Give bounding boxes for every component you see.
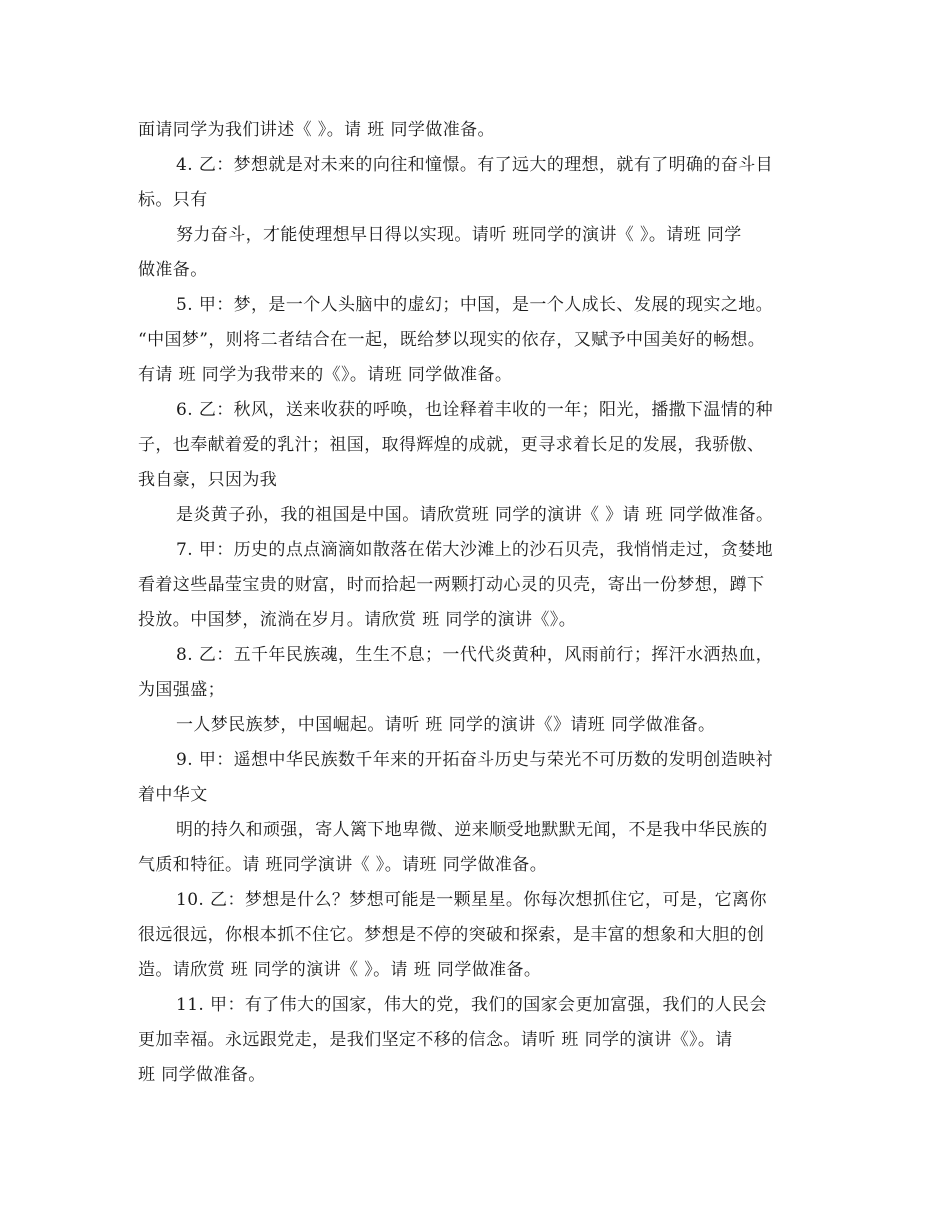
text-line: 为国强盛； — [138, 680, 225, 700]
text-line: 标。只有 — [138, 190, 208, 210]
text-line: 我自豪，只因为我 — [138, 470, 278, 490]
text-line: 投放。中国梦，流淌在岁月。请欣赏 班 同学的演讲《》。 — [138, 610, 577, 630]
text-line: 4. 乙：梦想就是对未来的向往和憧憬。有了远大的理想，就有了明确的奋斗目 — [176, 155, 774, 175]
text-line: 子，也奉献着爱的乳汁；祖国，取得辉煌的成就，更寻求着长足的发展，我骄傲、 — [138, 435, 765, 455]
text-line: 7. 甲：历史的点点滴滴如散落在偌大沙滩上的沙石贝壳，我悄悄走过，贪婪地 — [176, 540, 774, 560]
text-line: 造。请欣赏 班 同学的演讲《 》。请 班 同学做准备。 — [138, 960, 542, 980]
text-line: 着中华文 — [138, 785, 208, 805]
text-line: 气质和特征。请 班同学演讲《 》。请班 同学做准备。 — [138, 855, 548, 875]
text-line: 9. 甲：遥想中华民族数千年来的开拓奋斗历史与荣光不可历数的发明创造映衬 — [176, 750, 774, 770]
text-line: 看着这些晶莹宝贵的财富，时而拾起一两颗打动心灵的贝壳，寄出一份梦想，蹲下 — [138, 575, 765, 595]
text-line: 班 同学做准备。 — [138, 1065, 266, 1085]
text-line: 努力奋斗，才能使理想早日得以实现。请听 班同学的演讲《 》。请班 同学 — [176, 225, 742, 245]
text-line: 一人梦民族梦，中国崛起。请听 班 同学的演讲《》请班 同学做准备。 — [176, 715, 716, 735]
text-line: 有请 班 同学为我带来的《》。请班 同学做准备。 — [138, 365, 513, 385]
text-line: 更加幸福。永远跟党走，是我们坚定不移的信念。请听 班 同学的演讲《》。请 — [138, 1030, 733, 1050]
text-line: 面请同学为我们讲述《 》。请 班 同学做准备。 — [138, 120, 495, 140]
text-line: 6. 乙：秋风，送来收获的呼唤，也诠释着丰收的一年；阳光，播撒下温情的种 — [176, 400, 774, 420]
text-line: 是炎黄子孙，我的祖国是中国。请欣赏班 同学的演讲《 》请 班 同学做准备。 — [176, 505, 774, 525]
text-line: 明的持久和顽强，寄人篱下地卑微、逆来顺受地默默无闻，不是我中华民族的 — [176, 820, 768, 840]
text-line: 5. 甲：梦，是一个人头脑中的虚幻；中国，是一个人成长、发展的现实之地。 — [176, 295, 774, 315]
text-line: 做准备。 — [138, 260, 208, 280]
text-line: “中国梦”，则将二者结合在一起，既给梦以现实的依存，又赋予中国美好的畅想。 — [138, 330, 766, 350]
text-line: 11. 甲：有了伟大的国家，伟大的党，我们的国家会更加富强，我们的人民会 — [176, 995, 767, 1015]
text-line: 很远很远，你根本抓不住它。梦想是不停的突破和探索，是丰富的想象和大胆的创 — [138, 925, 765, 945]
text-line: 8. 乙：五千年民族魂，生生不息；一代代炎黄种，风雨前行；挥汗水洒热血， — [176, 645, 774, 665]
text-line: 10. 乙：梦想是什么？梦想可能是一颗星星。你每次想抓住它，可是，它离你 — [176, 890, 767, 910]
